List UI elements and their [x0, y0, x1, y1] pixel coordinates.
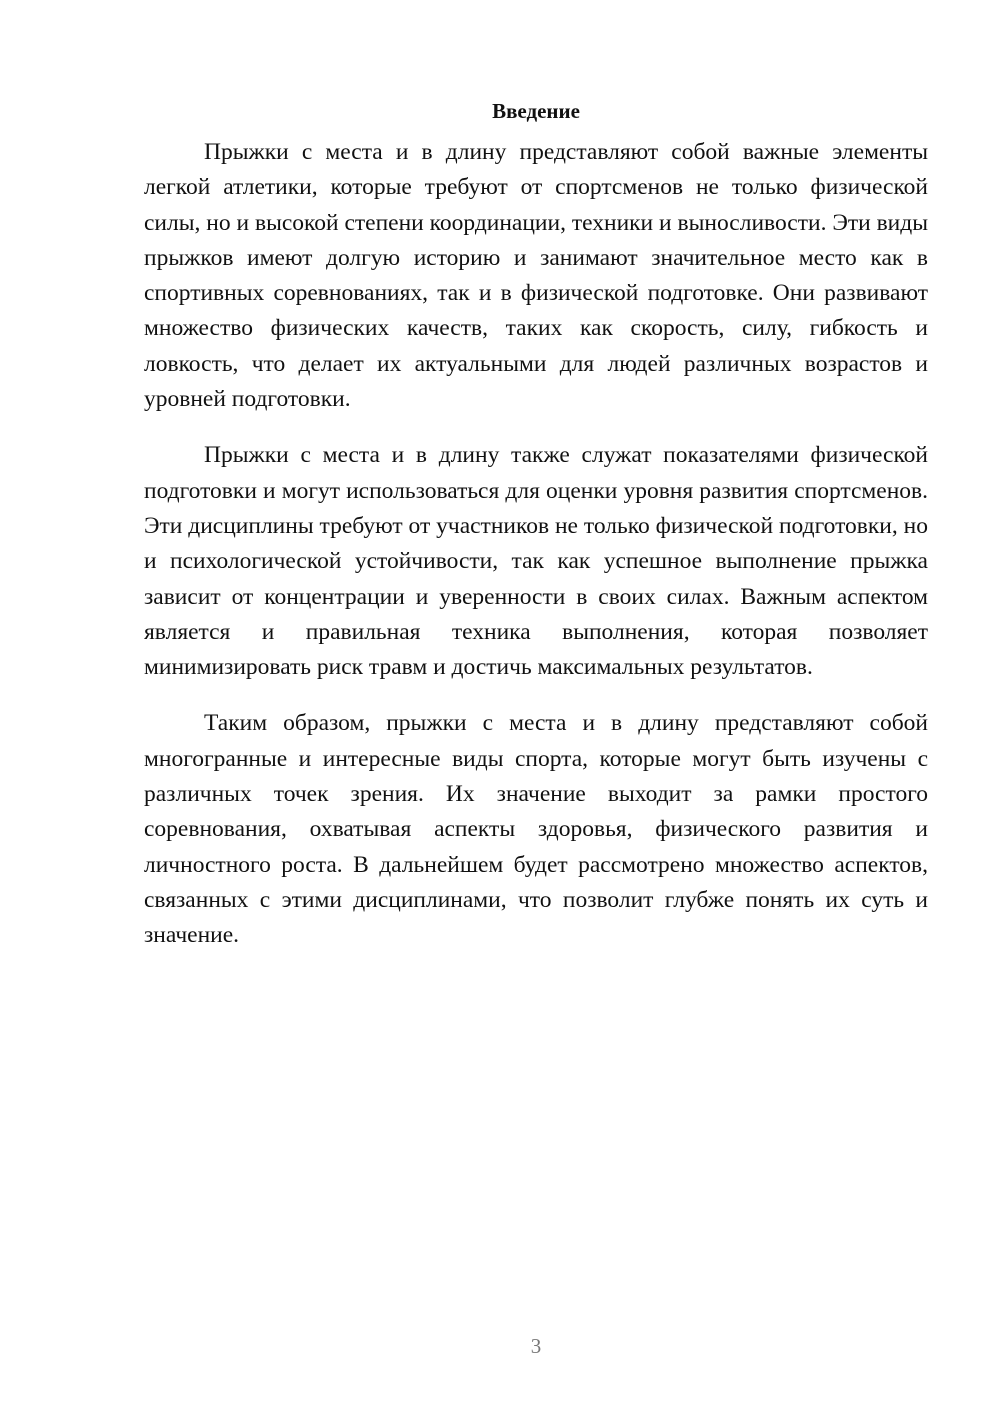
page-content — [144, 95, 928, 975]
section-title: Введение — [492, 99, 580, 123]
paragraph-2: Прыжки с места и в длину также служат показателями физической подготовки и могут использоваться для оценки уровня развития спортсменов. Эти дисциплины требуют от участников не только физической подготовки, но и психологической устойчивости, так как успешное выполнение прыжка зависит от концентрации и уверенности в своих силах. Важным аспектом является и правильная техника выполнения, которая позволяет минимизировать риск травм и достичь максимальных результатов. — [144, 442, 928, 681]
page-number: 3 — [530, 1334, 542, 1358]
paragraph-1: Прыжки с места и в длину представляют собой важные элементы легкой атлетики, которые требуют от спортсменов не только физической силы, но и высокой степени координации, техники и выносливости. Эти виды прыжков имеют долгую историю и занимают значительное место как в спортивных соревнованиях, так и в физической подготовке. Они развивают множество физических качеств, таких как скорость, силу, гибкость и ловкость, что делает их актуальными для людей различных возрастов и уровней подготовки. — [144, 139, 928, 413]
paragraph-3: Таким образом, прыжки с места и в длину представляют собой многогранные и интересные виды спорта, которые могут быть изучены с различных точек зрения. Их значение выходит за рамки простого соревнования, охватывая аспекты здоровья, физического развития и личностного роста. В дальнейшем будет рассмотрено множество аспектов, связанных с этими дисциплинами, что позволит глубже понять их суть и значение. — [144, 710, 928, 949]
